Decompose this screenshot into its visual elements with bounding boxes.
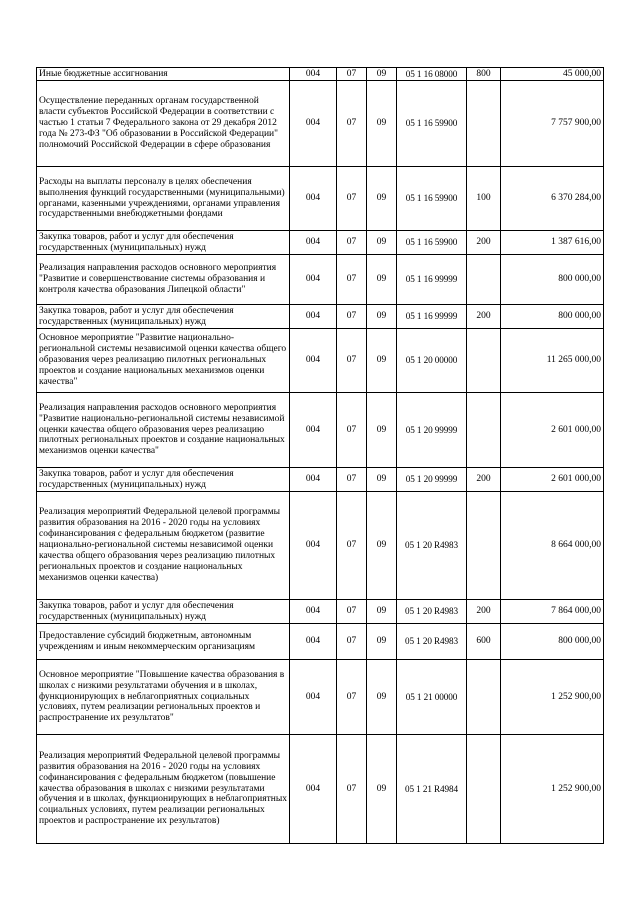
- row-expense-type-code: [467, 255, 501, 305]
- row-target-code: 05 1 16 59900: [397, 81, 467, 167]
- row-amount: 8 664 000,00: [501, 492, 604, 600]
- table-row: [37, 624, 604, 660]
- row-subsection-code: 09: [367, 468, 397, 492]
- row-ved-code: 004: [290, 255, 337, 305]
- row-ved-code: 004: [290, 624, 337, 660]
- row-name: Реализация направления расходов основного мероприятия "Развитие национально-региональной системы независимой оценки качества общего образования через реализацию пилотных региональных проектов и создание национальных механизмов оценки качества": [37, 393, 290, 468]
- budget-table: [36, 67, 604, 844]
- row-section-code: 07: [337, 735, 367, 844]
- row-amount: 2 601 000,00: [501, 393, 604, 468]
- row-section-code: 07: [337, 329, 367, 393]
- row-subsection-code: 09: [367, 600, 397, 624]
- table-row: [37, 468, 604, 492]
- row-section-code: 07: [337, 600, 367, 624]
- row-target-code: 05 1 20 99999: [397, 468, 467, 492]
- row-target-code: 05 1 16 59900: [397, 167, 467, 231]
- row-expense-type-code: 200: [467, 468, 501, 492]
- row-expense-type-code: 800: [467, 68, 501, 81]
- row-expense-type-code: 100: [467, 167, 501, 231]
- row-subsection-code: 09: [367, 231, 397, 255]
- row-ved-code: 004: [290, 735, 337, 844]
- row-name: Реализация мероприятий Федеральной целевой программы развития образования на 2016 - 2020 годы на условиях софинансирования с федеральным бюджетом (повышение качества образования в школах с низкими результатами обучения и в школах, функционирующих в неблагоприятных социальных условиях, путем реализации региональных проектов и распространение их результатов): [37, 735, 290, 844]
- row-target-code: 05 1 20 R4983: [397, 624, 467, 660]
- row-name: Реализация мероприятий Федеральной целевой программы развития образования на 2016 - 2020 годы на условиях софинансирования с федеральным бюджетом (развитие национально-региональной системы независимой оценки качества общего образования через реализацию пилотных региональных проектов и создание национальных механизмов оценки качества): [37, 492, 290, 600]
- row-target-code: 05 1 20 00000: [397, 329, 467, 393]
- row-ved-code: 004: [290, 167, 337, 231]
- row-section-code: 07: [337, 393, 367, 468]
- row-section-code: 07: [337, 68, 367, 81]
- table-row: [37, 660, 604, 735]
- row-ved-code: 004: [290, 305, 337, 329]
- row-expense-type-code: [467, 81, 501, 167]
- table-row: [37, 735, 604, 844]
- row-expense-type-code: 200: [467, 305, 501, 329]
- row-amount: 7 864 000,00: [501, 600, 604, 624]
- row-name: Закупка товаров, работ и услуг для обеспечения государственных (муниципальных) нужд: [37, 600, 290, 624]
- row-section-code: 07: [337, 81, 367, 167]
- row-amount: 7 757 900,00: [501, 81, 604, 167]
- row-target-code: 05 1 16 08000: [397, 68, 467, 81]
- row-section-code: 07: [337, 167, 367, 231]
- row-expense-type-code: [467, 393, 501, 468]
- row-section-code: 07: [337, 255, 367, 305]
- row-target-code: 05 1 20 R4983: [397, 600, 467, 624]
- row-subsection-code: 09: [367, 255, 397, 305]
- row-expense-type-code: [467, 329, 501, 393]
- row-ved-code: 004: [290, 660, 337, 735]
- row-name: Закупка товаров, работ и услуг для обеспечения государственных (муниципальных) нужд: [37, 231, 290, 255]
- row-amount: 2 601 000,00: [501, 468, 604, 492]
- table-row: [37, 68, 604, 81]
- table-row: [37, 255, 604, 305]
- row-amount: 1 252 900,00: [501, 660, 604, 735]
- row-name: Иные бюджетные ассигнования: [37, 68, 290, 81]
- table-row: [37, 393, 604, 468]
- row-name: Закупка товаров, работ и услуг для обеспечения государственных (муниципальных) нужд: [37, 468, 290, 492]
- row-name: Предоставление субсидий бюджетным, автономным учреждениям и иным некоммерческим организациям: [37, 624, 290, 660]
- table-row: [37, 167, 604, 231]
- row-amount: 1 252 900,00: [501, 735, 604, 844]
- row-target-code: 05 1 21 00000: [397, 660, 467, 735]
- row-subsection-code: 09: [367, 81, 397, 167]
- row-expense-type-code: 200: [467, 600, 501, 624]
- row-expense-type-code: [467, 492, 501, 600]
- table-row: [37, 305, 604, 329]
- table-row: [37, 600, 604, 624]
- row-amount: 45 000,00: [501, 68, 604, 81]
- row-target-code: 05 1 20 99999: [397, 393, 467, 468]
- row-section-code: 07: [337, 492, 367, 600]
- row-amount: 800 000,00: [501, 624, 604, 660]
- row-amount: 6 370 284,00: [501, 167, 604, 231]
- row-amount: 800 000,00: [501, 305, 604, 329]
- row-section-code: 07: [337, 624, 367, 660]
- row-expense-type-code: [467, 735, 501, 844]
- table-row: [37, 329, 604, 393]
- row-ved-code: 004: [290, 329, 337, 393]
- row-subsection-code: 09: [367, 492, 397, 600]
- row-amount: 11 265 000,00: [501, 329, 604, 393]
- row-target-code: 05 1 16 99999: [397, 255, 467, 305]
- table-row: [37, 81, 604, 167]
- row-name: Основное мероприятие "Повышение качества образования в школах с низкими результатами обучения и в школах, функционирующих в неблагоприятных социальных условиях, путем реализации региональных проектов и распространение их результатов": [37, 660, 290, 735]
- row-ved-code: 004: [290, 492, 337, 600]
- row-ved-code: 004: [290, 231, 337, 255]
- row-name: Расходы на выплаты персоналу в целях обеспечения выполнения функций государственными (муниципальными) органами, казенными учреждениями, органами управления государственными внебюджетными фондами: [37, 167, 290, 231]
- row-expense-type-code: 200: [467, 231, 501, 255]
- row-section-code: 07: [337, 468, 367, 492]
- row-section-code: 07: [337, 305, 367, 329]
- row-subsection-code: 09: [367, 305, 397, 329]
- table-row: [37, 492, 604, 600]
- row-name: Реализация направления расходов основного мероприятия "Развитие и совершенствование системы образования и контроля качества образования Липецкой области": [37, 255, 290, 305]
- row-ved-code: 004: [290, 600, 337, 624]
- row-target-code: 05 1 20 R4983: [397, 492, 467, 600]
- row-subsection-code: 09: [367, 660, 397, 735]
- row-name: Закупка товаров, работ и услуг для обеспечения государственных (муниципальных) нужд: [37, 305, 290, 329]
- row-target-code: 05 1 21 R4984: [397, 735, 467, 844]
- row-subsection-code: 09: [367, 393, 397, 468]
- row-ved-code: 004: [290, 81, 337, 167]
- table-body: [37, 68, 604, 844]
- row-name: Осуществление переданных органам государственной власти субъектов Российской Федерации в соответствии с частью 1 статьи 7 Федерального закона от 29 декабря 2012 года № 273-ФЗ "Об образовании в Российской Федерации" полномочий Российской Федерации в сфере образования: [37, 81, 290, 167]
- row-amount: 800 000,00: [501, 255, 604, 305]
- row-target-code: 05 1 16 59900: [397, 231, 467, 255]
- row-target-code: 05 1 16 99999: [397, 305, 467, 329]
- row-section-code: 07: [337, 231, 367, 255]
- row-ved-code: 004: [290, 393, 337, 468]
- row-ved-code: 004: [290, 468, 337, 492]
- row-subsection-code: 09: [367, 167, 397, 231]
- row-name: Основное мероприятие "Развитие национально-региональной системы независимой оценки качества общего образования через реализацию пилотных региональных проектов и создание национальных механизмов оценки качества": [37, 329, 290, 393]
- row-subsection-code: 09: [367, 68, 397, 81]
- row-ved-code: 004: [290, 68, 337, 81]
- row-expense-type-code: 600: [467, 624, 501, 660]
- row-expense-type-code: [467, 660, 501, 735]
- table-row: [37, 231, 604, 255]
- row-subsection-code: 09: [367, 624, 397, 660]
- row-amount: 1 387 616,00: [501, 231, 604, 255]
- row-section-code: 07: [337, 660, 367, 735]
- row-subsection-code: 09: [367, 329, 397, 393]
- row-subsection-code: 09: [367, 735, 397, 844]
